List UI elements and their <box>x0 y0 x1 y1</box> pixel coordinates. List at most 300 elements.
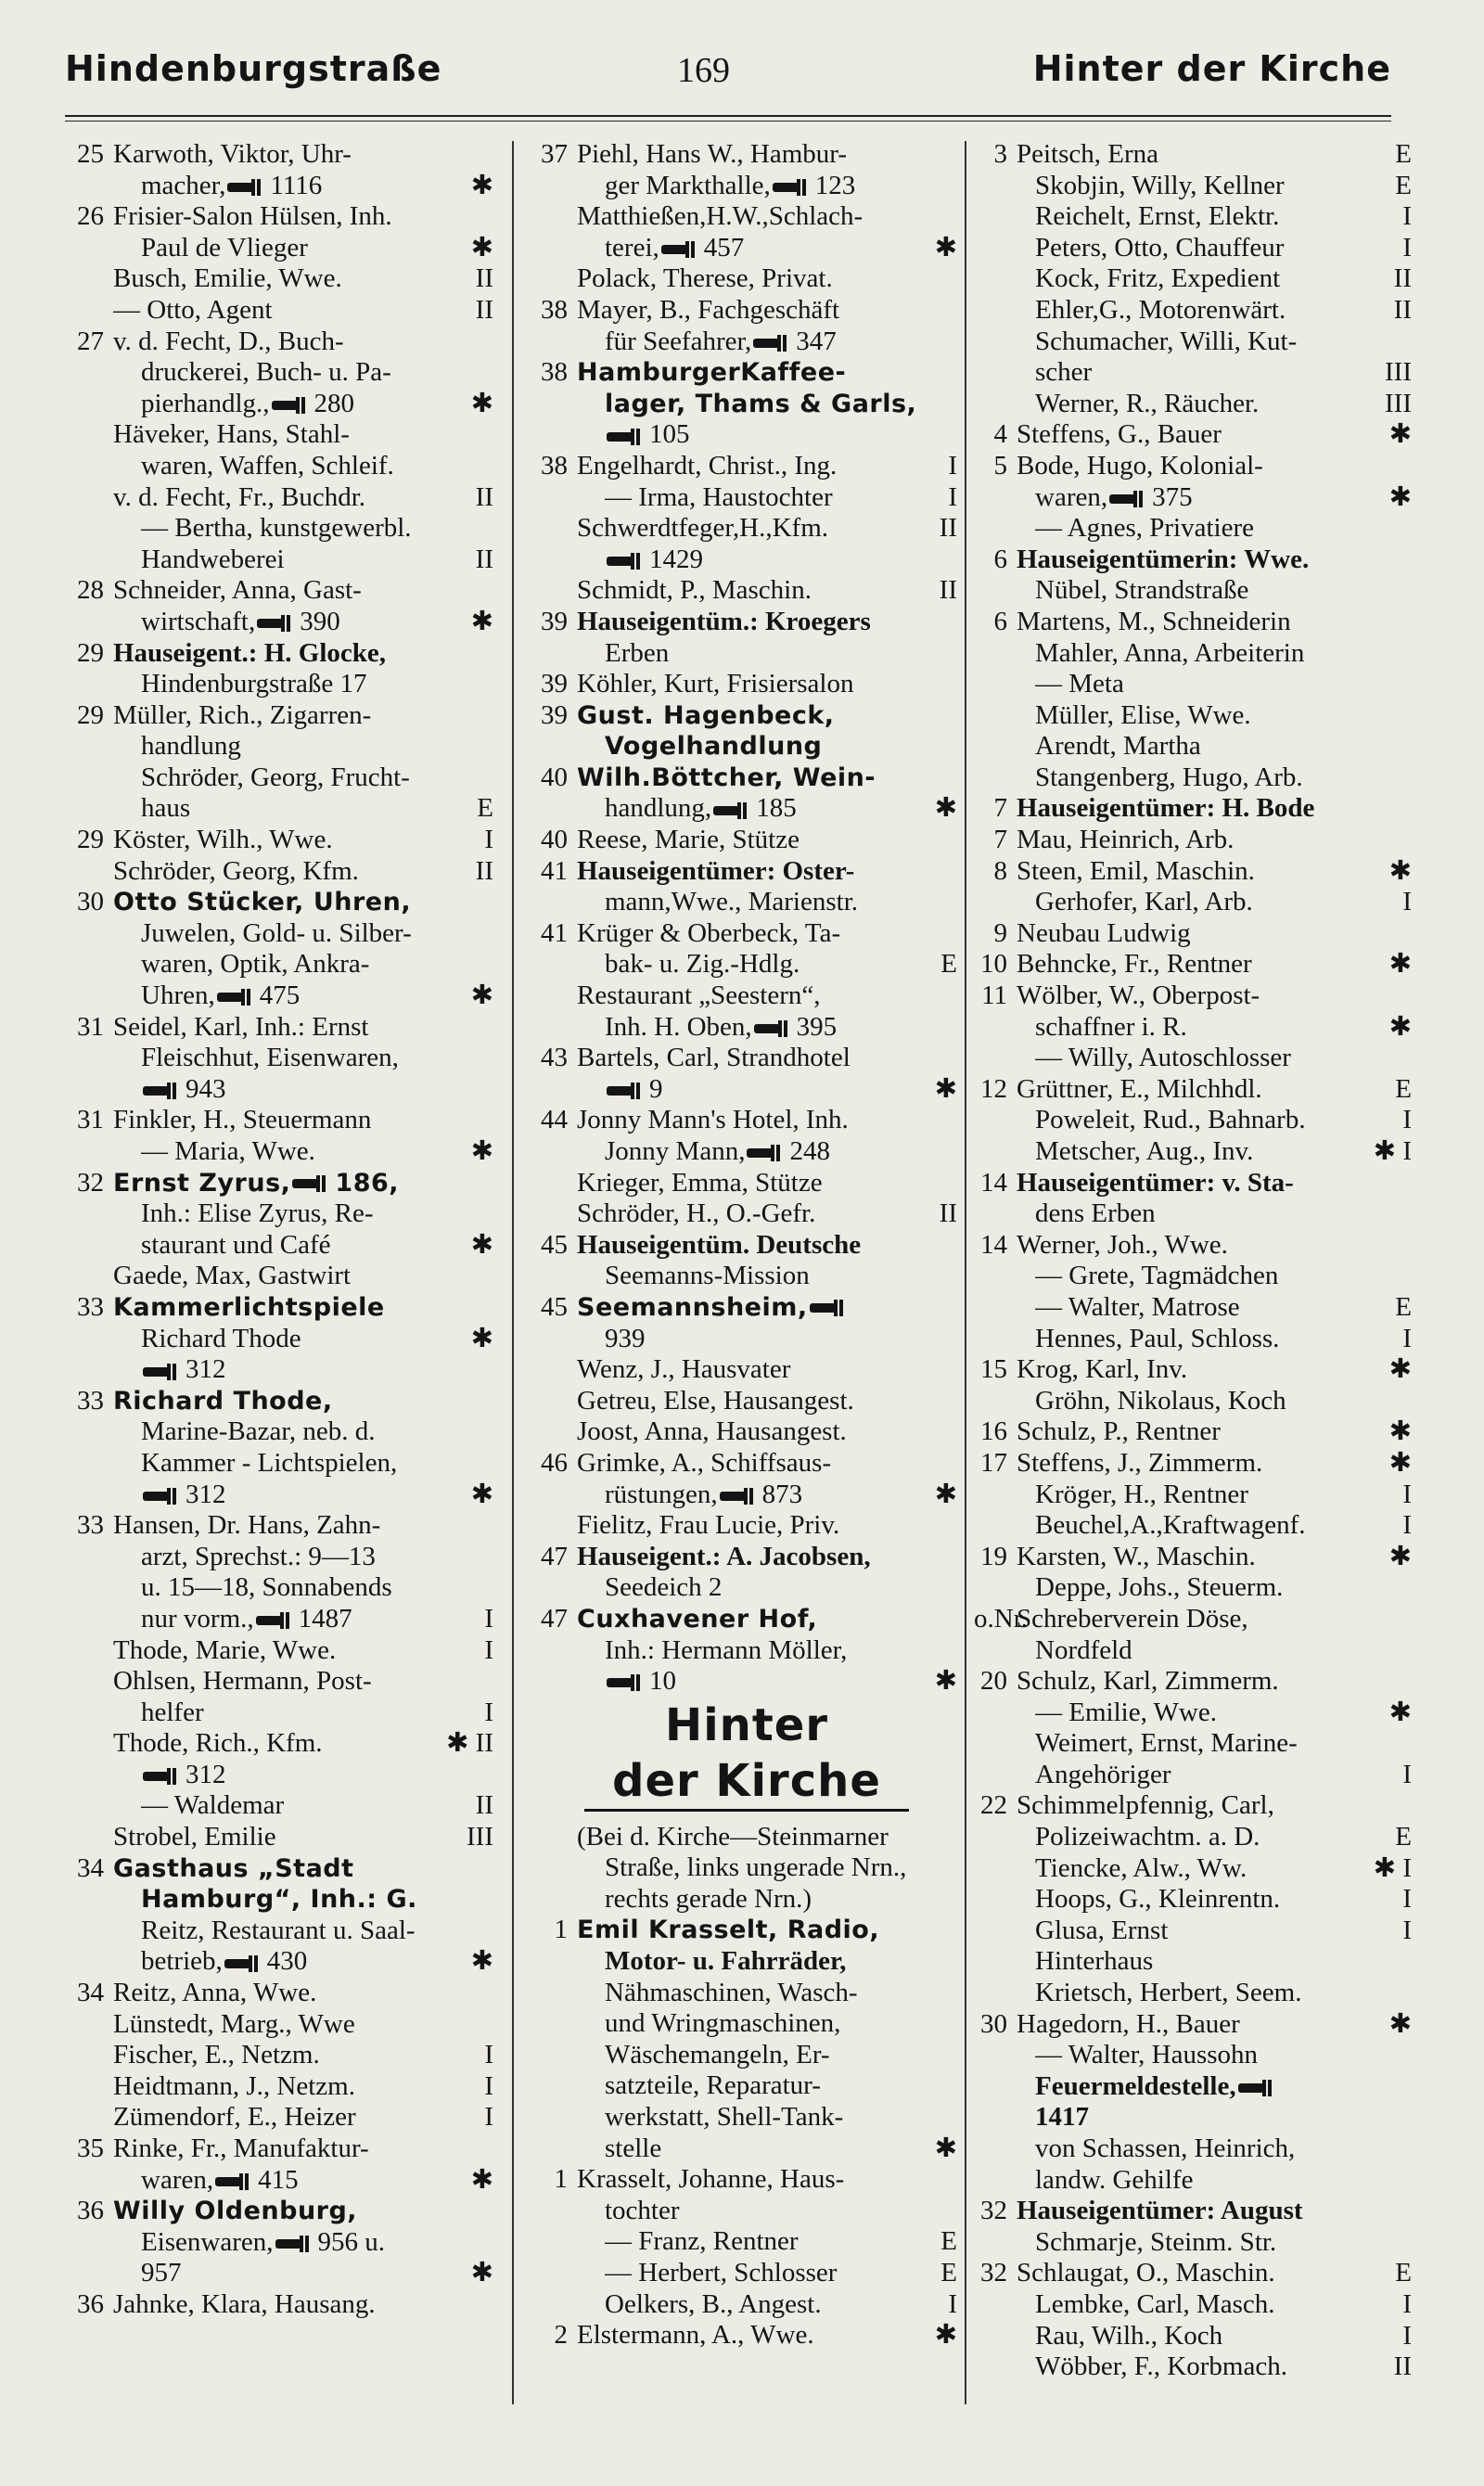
entry-text <box>605 171 957 202</box>
entry-text <box>605 1074 928 1106</box>
entry-text <box>141 918 493 950</box>
floor-marker: ✱ <box>1388 855 1412 886</box>
entry-text-row <box>113 2071 493 2103</box>
floor-marker: I <box>1402 232 1412 263</box>
house-number: 39 <box>541 699 568 730</box>
entry-text-row <box>605 1324 957 1355</box>
entry-text-row <box>605 389 957 420</box>
directory-entry <box>65 1261 501 1292</box>
floor-marker: ✱ <box>470 170 493 200</box>
entry-text <box>113 1822 459 1853</box>
entry-text <box>113 1728 439 1760</box>
house-number: 45 <box>541 1291 568 1322</box>
directory-entry <box>529 1105 965 1136</box>
entry-text-row <box>1017 451 1412 482</box>
floor-marker: ✱ <box>934 1479 957 1509</box>
floor-marker: II <box>939 1198 957 1229</box>
entry-text-row <box>577 669 957 700</box>
floor-marker: I <box>948 450 957 481</box>
entry-text-row <box>1035 263 1412 295</box>
entry-name: 939 <box>605 1323 646 1353</box>
entry-text-row <box>1035 887 1412 918</box>
entry-name: Hauseigentüm.: Kroegers <box>577 606 871 636</box>
entry-text <box>605 1136 957 1168</box>
entry-text <box>605 1884 957 1916</box>
entry-text-row <box>1017 825 1412 856</box>
entry-name: waren, <box>141 2164 214 2195</box>
directory-entry <box>974 389 1419 420</box>
house-number: 46 <box>541 1447 568 1478</box>
directory-entry <box>529 1852 965 1884</box>
directory-entry <box>65 1542 501 1573</box>
entry-text-row <box>1035 1760 1412 1791</box>
directory-entry <box>529 2258 965 2289</box>
entry-text <box>1035 233 1395 264</box>
entry-text <box>1035 1946 1412 1978</box>
entry-name: Hennes, Paul, Schloss. <box>1035 1323 1280 1353</box>
entry-text-row <box>605 2070 957 2102</box>
entry-name: Mayer, B., Fachgeschäft <box>577 294 840 325</box>
directory-entry <box>529 731 965 762</box>
directory-entry <box>974 1666 1419 1698</box>
entry-text-row <box>1035 1480 1412 1511</box>
entry-text-row <box>1035 482 1412 514</box>
entry-text <box>1017 918 1412 950</box>
entry-text-row <box>113 1292 493 1324</box>
entry-text-row <box>1035 1292 1412 1324</box>
house-number: 30 <box>980 2008 1007 2039</box>
entry-text-row <box>1017 1074 1412 1106</box>
directory-entry <box>529 669 965 700</box>
directory-entry <box>529 233 965 264</box>
entry-text-row <box>1017 949 1412 980</box>
floor-marker: ✱ <box>1388 1447 1412 1478</box>
entry-name: Schulz, Karl, Zimmerm. <box>1017 1666 1279 1697</box>
entry-text <box>605 2226 933 2258</box>
entry-name: Krasselt, Johanne, Haus- <box>577 2164 845 2195</box>
entry-text-row <box>577 607 957 638</box>
entry-text <box>605 1666 928 1698</box>
directory-entry <box>974 2009 1419 2041</box>
directory-entry <box>974 419 1419 451</box>
entry-text-row <box>577 980 957 1012</box>
entry-text <box>141 607 464 638</box>
directory-entry <box>65 1168 501 1199</box>
entry-name: Hagedorn, H., Bauer <box>1017 2008 1240 2039</box>
directory-entry <box>529 1261 965 1292</box>
entry-name: — Walter, Matrose <box>1035 1291 1240 1322</box>
entry-text-row <box>605 1261 957 1292</box>
entry-text <box>1035 1012 1382 1044</box>
directory-entry <box>529 1012 965 1044</box>
directory-entry <box>974 731 1419 762</box>
directory-entry <box>65 357 501 389</box>
entry-text <box>577 2320 928 2351</box>
directory-entry <box>529 2134 965 2165</box>
entry-name: rechts gerade Nrn.) <box>605 1883 812 1914</box>
directory-entry <box>974 513 1419 545</box>
entry-name: handlung, <box>605 793 712 824</box>
directory-entry <box>65 1074 501 1106</box>
entry-text-row <box>113 1105 493 1136</box>
entry-text-row <box>141 2227 493 2259</box>
house-number: 5 <box>993 450 1007 481</box>
directory-entry <box>974 1354 1419 1386</box>
entry-text-row <box>605 482 957 514</box>
entry-text <box>577 607 957 638</box>
entry-name: rüstungen, <box>605 1479 718 1509</box>
entry-text <box>1035 1978 1412 2009</box>
entry-name: Wenz, J., Hausvater <box>577 1354 791 1385</box>
entry-name: tochter <box>605 2195 680 2225</box>
entry-name: Hauseigent.: H. Glocke, <box>113 637 387 668</box>
house-number: 32 <box>980 2258 1007 2288</box>
section-heading <box>529 1698 965 1822</box>
entry-text-row <box>1035 1136 1412 1168</box>
entry-text <box>1035 1572 1412 1604</box>
directory-entry <box>65 856 501 888</box>
entry-text <box>1017 980 1412 1012</box>
entry-name: haus <box>141 793 191 824</box>
entry-text <box>605 545 957 576</box>
entry-text-row <box>577 357 957 389</box>
entry-text-row <box>1035 1635 1412 1667</box>
directory-entry <box>974 1480 1419 1511</box>
entry-text <box>577 295 957 327</box>
telephone-icon <box>1238 2083 1275 2093</box>
entry-text-row <box>577 1386 957 1417</box>
entry-text <box>113 419 493 451</box>
directory-entry <box>529 482 965 514</box>
entry-text <box>1017 1666 1412 1698</box>
entry-text-row <box>1035 1698 1412 1729</box>
directory-entry <box>65 2165 501 2197</box>
entry-name: (Bei d. Kirche—Steinmarner <box>577 1821 889 1852</box>
section-heading-line: der Kirche <box>584 1753 909 1812</box>
directory-entry <box>974 949 1419 980</box>
entry-text <box>1035 482 1382 514</box>
telephone-icon <box>773 183 810 192</box>
header-street-right: Hinter der Kirche <box>1032 48 1391 89</box>
house-number: 32 <box>77 1167 104 1198</box>
entry-text <box>1035 2040 1412 2071</box>
entry-name: Hansen, Dr. Hans, Zahn- <box>113 1510 381 1541</box>
entry-name: Beuchel,A.,Kraftwagenf. <box>1035 1510 1306 1541</box>
entry-text-row <box>605 2102 957 2134</box>
telephone-icon <box>143 1367 180 1377</box>
entry-name: Krog, Karl, Inv. <box>1017 1354 1188 1385</box>
entry-text-row <box>577 295 957 327</box>
entry-text <box>1017 451 1412 482</box>
directory-entry <box>529 1043 965 1074</box>
entry-name: druckerei, Buch- u. Pa- <box>141 357 391 388</box>
entry-name: Nordfeld <box>1035 1634 1132 1665</box>
floor-marker: ✱ <box>934 232 957 263</box>
entry-name: — Meta <box>1035 669 1124 699</box>
entry-text-row <box>113 1386 493 1417</box>
entry-text-row <box>1017 1790 1412 1822</box>
entry-text-row <box>113 1853 493 1885</box>
entry-text-row <box>577 1105 957 1136</box>
house-number: 17 <box>980 1447 1007 1478</box>
directory-entry <box>529 2008 965 2040</box>
directory-entry <box>974 762 1419 794</box>
directory-entry <box>974 2071 1419 2103</box>
entry-text <box>113 263 468 295</box>
floor-marker: III <box>1385 388 1412 418</box>
directory-entry <box>974 638 1419 670</box>
entry-name: Erben <box>605 637 670 668</box>
house-number: o.Nr. <box>974 1603 1028 1634</box>
floor-marker: ✱ <box>934 793 957 824</box>
entry-text <box>577 357 957 389</box>
house-number: 45 <box>541 1229 568 1260</box>
entry-text <box>577 139 957 171</box>
entry-name: Seedeich 2 <box>605 1572 723 1603</box>
directory-entry <box>529 2196 965 2227</box>
entry-text <box>141 2165 464 2197</box>
floor-marker: ✱ <box>934 2133 957 2163</box>
entry-text-row <box>113 1666 493 1698</box>
directory-entry <box>974 2165 1419 2197</box>
entry-name: Jahnke, Klara, Hausang. <box>113 2288 376 2319</box>
entry-text-row <box>577 1354 957 1386</box>
entry-text-row <box>1035 762 1412 794</box>
directory-entry <box>974 607 1419 638</box>
entry-text-row <box>141 1480 493 1511</box>
house-number: 14 <box>980 1167 1007 1198</box>
phone-number: 9 <box>649 1073 663 1104</box>
directory-entry <box>65 575 501 607</box>
directory-entry <box>65 793 501 825</box>
entry-name: Restaurant „Seestern“, <box>577 980 821 1011</box>
entry-text <box>141 1043 493 1074</box>
entry-text <box>1017 2258 1388 2289</box>
entry-text-row <box>577 201 957 233</box>
directory-entry <box>65 1916 501 1947</box>
entry-name: Neubau Ludwig <box>1017 917 1191 948</box>
entry-name: Uhren, <box>141 980 215 1011</box>
directory-entry <box>65 607 501 638</box>
entry-text <box>1017 1790 1412 1822</box>
entry-text-row <box>1017 1230 1412 1262</box>
entry-text-row <box>1035 1916 1412 1947</box>
entry-text-row <box>577 451 957 482</box>
entry-text <box>577 1354 957 1386</box>
floor-marker: ✱ <box>1388 1697 1412 1727</box>
directory-entry <box>65 389 501 420</box>
entry-name: Gust. Hagenbeck, <box>577 700 835 730</box>
floor-marker: II <box>475 544 493 574</box>
entry-name: Wäschemangeln, Er- <box>605 2039 830 2070</box>
entry-name: Schimmelpfennig, Carl, <box>1017 1790 1274 1821</box>
entry-text-row <box>1035 2351 1412 2383</box>
entry-text-row <box>113 2009 493 2041</box>
entry-name: Krüger & Oberbeck, Ta- <box>577 917 841 948</box>
directory-entry <box>65 2102 501 2134</box>
directory-entry <box>529 327 965 358</box>
phone-number: 123 <box>814 170 856 200</box>
directory-entry <box>529 2320 965 2351</box>
phone-number: 186, <box>335 1168 400 1198</box>
entry-name: Schröder, H., O.-Gefr. <box>577 1198 816 1229</box>
entry-name: Metscher, Aug., Inv. <box>1035 1136 1254 1166</box>
directory-entry <box>974 2258 1419 2289</box>
entry-name: Werner, R., Räucher. <box>1035 388 1260 418</box>
directory-entry <box>529 171 965 202</box>
floor-marker: III <box>467 1822 493 1852</box>
phone-number: 347 <box>796 326 837 356</box>
directory-entry <box>974 1386 1419 1417</box>
directory-entry <box>65 1012 501 1044</box>
entry-text-row <box>1017 1354 1412 1386</box>
directory-entry <box>65 327 501 358</box>
floor-marker: ✱ <box>1388 1416 1412 1447</box>
entry-text-row <box>113 2196 493 2227</box>
directory-entry <box>974 856 1419 888</box>
entry-name: Reichelt, Ernst, Elektr. <box>1035 201 1280 232</box>
directory-entry <box>65 451 501 482</box>
entry-name: Jonny Mann's Hotel, Inh. <box>577 1105 849 1135</box>
entry-name: helfer <box>141 1697 204 1727</box>
floor-marker: E <box>1395 1073 1412 1104</box>
house-number: 25 <box>77 139 104 169</box>
entry-text-row <box>113 1978 493 2009</box>
entry-text-row <box>605 327 957 358</box>
entry-text <box>605 1480 928 1511</box>
directory-entry <box>65 201 501 233</box>
floor-marker: II <box>475 855 493 886</box>
entry-text <box>113 1292 493 1324</box>
directory-entry <box>65 1230 501 1262</box>
directory-entry <box>65 171 501 202</box>
floor-marker: I <box>1402 1915 1412 1945</box>
entry-text <box>605 2040 957 2071</box>
directory-entry <box>974 793 1419 825</box>
entry-text-row <box>1017 1604 1412 1635</box>
floor-marker: I <box>484 2070 493 2101</box>
directory-entry <box>974 2102 1419 2134</box>
entry-text-row <box>113 575 493 607</box>
directory-entry <box>529 357 965 389</box>
directory-entry <box>974 1043 1419 1074</box>
entry-text <box>141 1230 464 1262</box>
house-number: 33 <box>77 1510 104 1541</box>
entry-name: Schneider, Anna, Gast- <box>113 575 362 606</box>
column-2 <box>529 139 965 2351</box>
house-number: 34 <box>77 1852 104 1883</box>
entry-name: Cuxhavener Hof, <box>577 1604 818 1634</box>
floor-marker: II <box>475 294 493 325</box>
house-number: 2 <box>554 2320 568 2351</box>
entry-name: Ohlsen, Hermann, Post- <box>113 1666 372 1697</box>
house-number: 39 <box>541 669 568 699</box>
directory-entry <box>65 1884 501 1916</box>
entry-text <box>577 1198 932 1230</box>
floor-marker: ✱ <box>1388 481 1412 512</box>
entry-text-row <box>1035 1884 1412 1916</box>
directory-entry <box>529 949 965 980</box>
entry-text <box>1017 1074 1388 1106</box>
entry-name: Köster, Wilh., Wwe. <box>113 825 333 855</box>
floor-marker: I <box>948 2288 957 2319</box>
directory-entry <box>65 2134 501 2165</box>
directory-entry <box>65 1853 501 1885</box>
entry-text <box>141 980 464 1012</box>
entry-text <box>1017 2009 1382 2041</box>
entry-name: Matthießen,H.W.,Schlach- <box>577 201 864 232</box>
directory-entry <box>65 1978 501 2009</box>
entry-name: Glusa, Ernst <box>1035 1915 1169 1945</box>
phone-number: 943 <box>186 1073 226 1104</box>
entry-text <box>1035 327 1412 358</box>
entry-name: mann,Wwe., Marienstr. <box>605 887 859 917</box>
entry-name: Hoops, G., Kleinrentn. <box>1035 1884 1281 1915</box>
directory-entry <box>974 918 1419 950</box>
entry-text <box>113 327 493 358</box>
entry-text-row <box>113 638 493 670</box>
phone-number: 185 <box>756 793 797 824</box>
entry-text-row <box>1017 980 1412 1012</box>
directory-entry <box>65 638 501 670</box>
entry-text-row <box>577 263 957 295</box>
house-number: 27 <box>77 326 104 356</box>
entry-name: Schlaugat, O., Maschin. <box>1017 2258 1275 2288</box>
entry-text-row <box>605 1946 957 1978</box>
entry-text-row <box>1017 2258 1412 2289</box>
telephone-icon <box>747 1148 784 1158</box>
directory-entry <box>974 1168 1419 1199</box>
entry-name: v. d. Fecht, Fr., Buchdr. <box>113 481 366 512</box>
directory-entry <box>974 1853 1419 1885</box>
entry-text-row <box>1017 1168 1412 1199</box>
entry-text-row <box>113 1261 493 1292</box>
house-number: 41 <box>541 855 568 886</box>
floor-marker: I <box>484 825 493 855</box>
directory-entry <box>529 1572 965 1604</box>
house-number: 39 <box>541 606 568 636</box>
directory-entry <box>974 1884 1419 1916</box>
entry-text-row <box>577 1198 957 1230</box>
entry-text-row <box>605 2226 957 2258</box>
directory-entry <box>529 793 965 825</box>
entry-text <box>605 1946 957 1978</box>
entry-text <box>113 2289 493 2321</box>
entry-text <box>1035 2351 1387 2383</box>
directory-entry <box>529 1542 965 1573</box>
entry-text-row <box>577 139 957 171</box>
entry-text-row <box>1035 1386 1412 1417</box>
telephone-icon <box>143 1772 180 1781</box>
directory-entry <box>65 762 501 794</box>
entry-text <box>1035 1198 1412 1230</box>
directory-entry <box>65 1698 501 1729</box>
entry-text-row <box>605 1635 957 1667</box>
directory-entry <box>974 669 1419 700</box>
entry-name: Behncke, Fr., Rentner <box>1017 949 1252 980</box>
entry-text <box>577 451 940 482</box>
entry-name: waren, Optik, Ankra- <box>141 949 370 980</box>
telephone-icon <box>754 1024 791 1033</box>
entry-text <box>577 700 957 732</box>
entry-name: Häveker, Hans, Stahl- <box>113 419 350 450</box>
entry-text <box>577 918 957 950</box>
entry-name: Inh.: Hermann Möller, <box>605 1634 848 1665</box>
directory-entry <box>974 1946 1419 1978</box>
entry-text-row <box>1035 2134 1412 2165</box>
entry-name: Otto Stücker, Uhren, <box>113 888 412 917</box>
entry-text <box>605 887 957 918</box>
